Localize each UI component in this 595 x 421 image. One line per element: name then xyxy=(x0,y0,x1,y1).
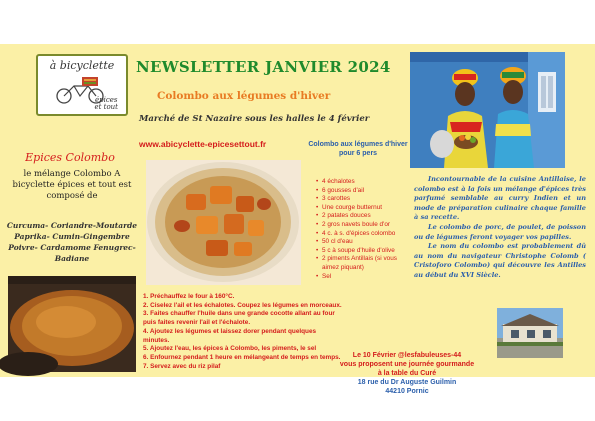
epices-description: le mélange Colombo A bicyclette épices et tout est composé de xyxy=(12,169,132,201)
ingredient-item: • 5 c à soupe d'huile d'olive xyxy=(316,247,412,256)
recipe-step: 3. Faites chauffer l'huile dans une grande cocotte allant au four puis faites revenir l'ail et l'échalote. xyxy=(143,310,335,327)
ingredient-item: • 4 échalotes xyxy=(316,178,412,187)
ingredient-item: • Sel xyxy=(316,273,412,282)
ingredient-item: • 3 carottes xyxy=(316,195,412,204)
event-city: 44210 Pornic xyxy=(385,388,429,395)
ingredient-item: • 2 gros navets boule d'or xyxy=(316,221,412,230)
newsletter-title: NEWSLETTER JANVIER 2024 xyxy=(136,58,391,76)
newsletter-page xyxy=(0,44,595,395)
ingredient-item: • 2 piments Antillais (si vous aimez piquant) xyxy=(316,255,412,272)
event-address: 18 rue du Dr Auguste Guilmin xyxy=(357,379,457,386)
spice-powder-photo xyxy=(8,276,136,372)
ingredient-item: • 2 patates douces xyxy=(316,212,412,221)
recipe-step: 1. Préchauffez le four à 160°C. xyxy=(143,293,235,300)
spice-list: Curcuma- Coriandre-Moutarde Paprika- Cumin-Gingembre Poivre- Cardamome Fenugrec- Badiane xyxy=(6,221,138,263)
ingredient-item: • 6 gousses d'ail xyxy=(316,187,412,196)
colombo-history xyxy=(414,175,586,281)
ingredient-item: • Une courge butternut xyxy=(316,204,412,213)
recipe-heading: Colombo aux légumes d'hiver pour 6 pers xyxy=(308,141,408,157)
recipe-subtitle: Colombo aux légumes d'hiver xyxy=(157,90,331,102)
event-line: vous proposent une journée gourmande xyxy=(339,361,475,368)
colombo-dish-photo xyxy=(146,160,301,285)
restaurant-photo xyxy=(497,308,563,358)
event-announcement xyxy=(332,351,482,396)
epices-colombo-title: Epices Colombo xyxy=(25,151,115,164)
brand-logo xyxy=(36,54,128,116)
recipe-step: 6. Enfournez pendant 1 heure en mélangeant de temps en temps. xyxy=(143,353,341,361)
logo-bottom-text: épices et tout xyxy=(94,96,118,111)
ingredients-list xyxy=(316,178,412,281)
event-line: à la table du Curé xyxy=(377,370,437,377)
recipe-step: 2. Ciselez l'ail et les échalotes. Coupez les légumes en morceaux. xyxy=(143,301,342,309)
antillean-women-photo xyxy=(410,52,565,168)
market-announcement: Marché de St Nazaire sous les halles le 4 février xyxy=(139,114,370,124)
logo-top-text: à bicyclette xyxy=(49,59,115,72)
ingredient-item: • 4 c. à s. d'épices colombo xyxy=(316,230,412,239)
ingredient-item: • 50 cl d'eau xyxy=(316,238,412,247)
history-paragraph: Incontournable de la cuisine Antillaise, le colombo est à la fois un mélange d'épices très parfumé semblable au curry Indien et un mode de préparation culinaire chaque famille à sa recette. xyxy=(414,175,586,222)
history-paragraph: Le nom du colombo est probablement dû au nom du navigateur Christophe Colomb ( Cristoforo Colombo) qui découvre les Antilles au début du XVI Siècle. xyxy=(414,242,586,279)
recipe-step: 5. Ajoutez l'eau, les épices à Colombo, les piments, le sel xyxy=(143,345,317,353)
history-paragraph: Le colombo de porc, de poulet, de poisson ou de légumes feront voyager vos papilles. xyxy=(414,222,586,241)
recipe-step: 7. Servez avec du riz pilaf xyxy=(143,362,221,370)
event-line: Le 10 Février @lesfabuleuses-44 xyxy=(352,352,462,359)
recipe-step: 4. Ajoutez les légumes et laissez dorer pendant quelques minutes. xyxy=(143,327,317,344)
website-link[interactable]: www.abicyclette-epicesettout.fr xyxy=(139,139,267,149)
recipe-steps xyxy=(143,293,343,371)
